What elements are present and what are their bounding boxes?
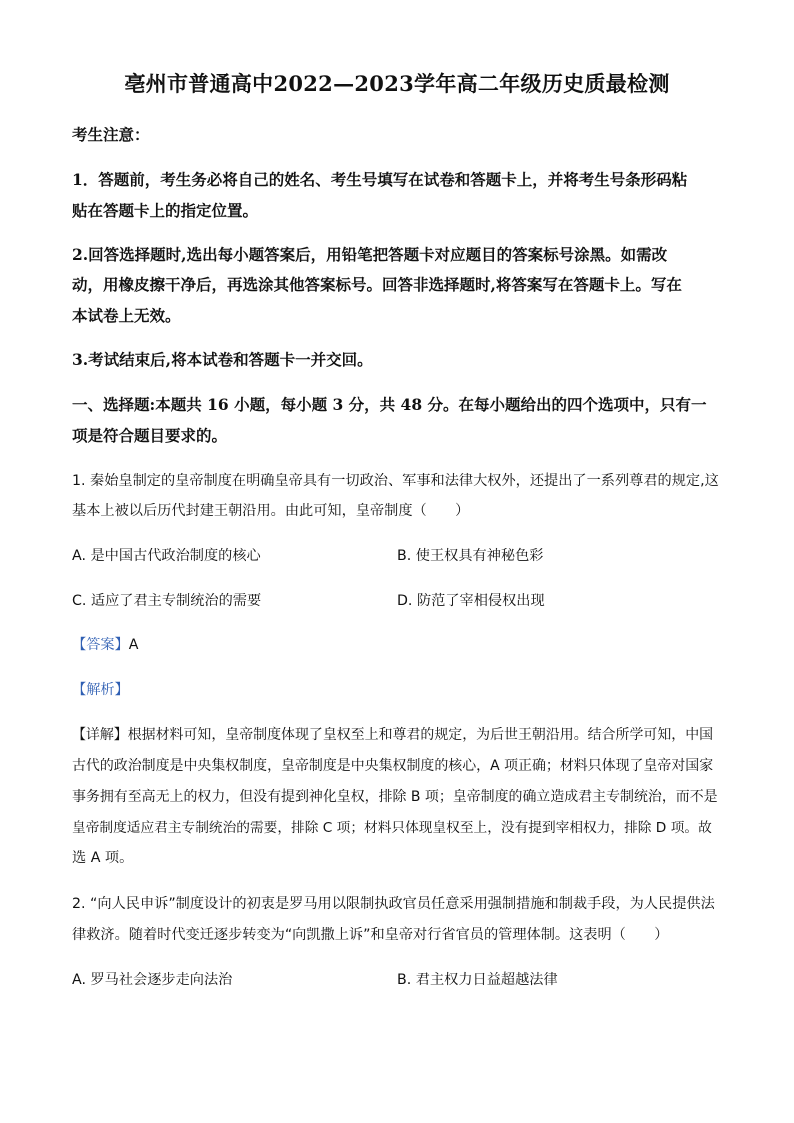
q1-detail-line-4: 皇帝制度适应君主专制统治的需要，排除 C 项；材料只体现皇权至上，没有提到宰相权力，排除 D 项。故	[72, 820, 712, 836]
q1-option-d: D. 防范了宰相侵权出现	[397, 593, 545, 609]
q1-option-c: C. 适应了君主专制统治的需要	[72, 593, 262, 609]
notice-item-1-line-2: 贴在答题卡上的指定位置。	[72, 201, 259, 220]
q2-option-b: B. 君主权力日益超越法律	[397, 972, 558, 988]
q2-option-a: A. 罗马社会逐步走向法治	[72, 972, 233, 988]
q1-detail-line-3: 事务拥有至高无上的权力，但没有提到神化皇权，排除 B 项；皇帝制度的确立造成君主专制统治，而不是	[72, 789, 718, 805]
section-heading-line-1: 一、选择题:本题共 16 小题，每小题 3 分，共 48 分。在每小题给出的四个选项中，只有一	[72, 395, 707, 414]
q1-detail-line-1	[72, 723, 722, 743]
answer-value: A	[128, 637, 139, 653]
notice-heading: 考生注意：	[72, 125, 150, 144]
q1-option-b: B. 使王权具有神秘色彩	[397, 548, 544, 564]
detail-text: 根据材料可知，皇帝制度体现了皇权至上和尊君的规定，为后世王朝沿用。结合所学可知，中国	[127, 727, 714, 743]
notice-item-1-line-1: 1．答题前，考生务必将自己的姓名、考生号填写在试卷和答题卡上，并将考生号条形码粘	[72, 170, 688, 189]
page-title: 亳州市普通高中2022—2023学年高二年级历史质最检测	[124, 71, 670, 96]
notice-item-2-line-1: 2.回答选择题时,选出每小题答案后，用铅笔把答题卡对应题目的答案标号涂黑。如需改	[72, 245, 668, 264]
section-heading-line-2: 项是符合题目要求的。	[72, 426, 228, 445]
detail-tag: 【详解】	[72, 727, 128, 743]
notice-item-2-line-2: 动，用橡皮擦干净后，再选涂其他答案标号。回答非选择题时,将答案写在答题卡上。写在	[72, 275, 682, 294]
q2-stem-line-2: 律救济。随着时代变迁逐步转变为“向凯撒上诉”和皇帝对行省官员的管理体制。这表明（ ）	[72, 927, 669, 943]
q1-detail-line-2: 古代的政治制度是中央集权制度，皇帝制度是中央集权制度的核心，A 项正确；材料只体现了皇帝对国家	[72, 758, 714, 774]
q2-stem-line-1: 2. “向人民申诉”制度设计的初衷是罗马用以限制执政官员任意采用强制措施和制裁手段，为人民提供法	[72, 896, 715, 912]
q1-stem-line-1: 1. 秦始皇制定的皇帝制度在明确皇帝具有一切政治、军事和法律大权外，还提出了一系列尊君的规定,这	[72, 473, 719, 489]
q1-answer	[72, 634, 722, 654]
q1-stem-line-2: 基本上被以后历代封建王朝沿用。由此可知，皇帝制度（ ）	[72, 503, 470, 519]
analysis-tag: 【解析】	[72, 682, 129, 698]
answer-tag: 【答案】	[72, 637, 129, 653]
q1-option-a: A. 是中国古代政治制度的核心	[72, 548, 261, 564]
notice-item-2-line-3: 本试卷上无效。	[72, 306, 181, 325]
q1-analysis-tag	[72, 679, 722, 699]
q1-detail-line-5: 选 A 项。	[72, 850, 134, 866]
notice-item-3: 3.考试结束后,将本试卷和答题卡一并交回。	[72, 350, 373, 369]
